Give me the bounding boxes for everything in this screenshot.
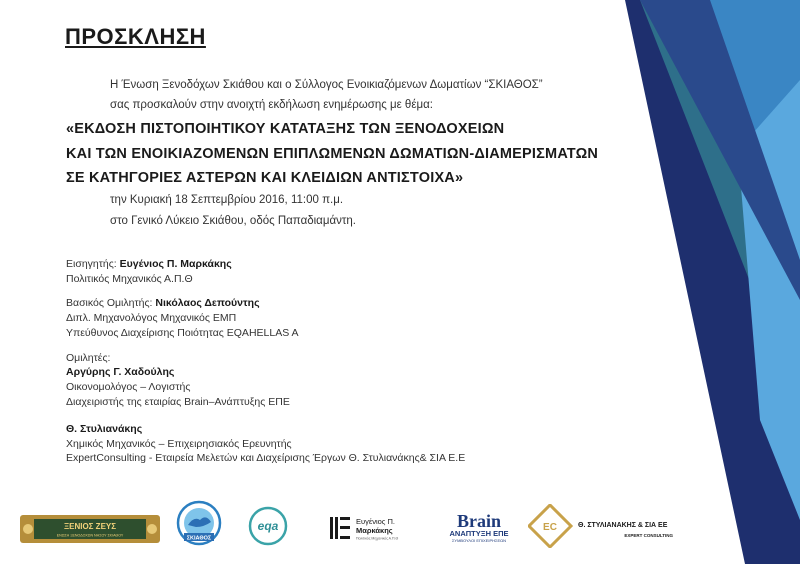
- markakis-mark-bar-4: [340, 526, 350, 529]
- skiathos-association-logo: [176, 500, 222, 548]
- speaker-2-role-1: Χημικός Μηχανικός – Επιχειρησιακός Ερευνητής: [66, 438, 292, 450]
- topic-line-3: ΣΕ ΚΑΤΗΓΟΡΙΕΣ ΑΣΤΕΡΩΝ ΚΑΙ ΚΛΕΙΔΙΩΝ ΑΝΤΙΣΤΟΙΧΑ»: [66, 170, 464, 186]
- markakis-mark-bar-3: [340, 517, 350, 520]
- rapporteur-role: Πολιτικός Μηχανικός Α.Π.Θ: [66, 273, 193, 285]
- main-speaker-line: [66, 297, 260, 309]
- brain-line-1: Brain: [456, 511, 502, 531]
- expert-consulting-logo: [528, 504, 688, 548]
- xenios-emblem-left: [23, 524, 33, 534]
- intro-line-1: Η Ένωση Ξενοδόχων Σκιάθου και ο Σύλλογος Ενοικιαζόμενων Δωματίων “ΣΚΙΑΘΟΣ”: [110, 79, 543, 91]
- eqa-logo-text: eqa: [257, 519, 279, 533]
- topic-line-2: ΚΑΙ ΤΩΝ ΕΝΟΙΚΙΑΖΟΜΕΝΩΝ ΕΠΙΠΛΩΜΕΝΩΝ ΔΩΜΑΤΙΩΝ-ΔΙΑΜΕΡΙΣΜΑΤΩΝ: [66, 146, 599, 162]
- speaker-1-name-line: [66, 366, 174, 378]
- markakis-line-1: Ευγένιος Π.: [356, 517, 395, 526]
- markakis-mark-bar-5: [340, 536, 350, 539]
- rapporteur-line: [66, 258, 232, 270]
- topic-line-1: «ΕΚΔΟΣΗ ΠΙΣΤΟΠΟΙΗΤΙΚΟΥ ΚΑΤΑΤΑΞΗΣ ΤΩΝ ΞΕΝΟΔΟΧΕΙΩΝ: [66, 121, 505, 137]
- page-title: ΠΡΟΣΚΛΗΣΗ: [65, 24, 206, 49]
- rapporteur-name: Ευγένιος Π. Μαρκάκης: [119, 258, 232, 270]
- xenios-emblem-right: [147, 524, 157, 534]
- brain-line-3: ΣΥΜΒΟΥΛΟΙ ΕΠΙΧΕΙΡΗΣΕΩΝ: [451, 538, 507, 543]
- speaker-2-name: Θ. Στυλιανάκης: [66, 423, 143, 435]
- xenios-logo-subtitle: ΕΝΩΣΗ ΞΕΝΟΔΟΧΩΝ ΝΗΣΟΥ ΣΚΙΑΘΟΥ: [56, 533, 124, 538]
- speaker-2-name-line: [66, 423, 142, 435]
- eqa-logo: [248, 506, 288, 546]
- speakers-label: Ομιλητές:: [66, 352, 111, 364]
- brain-logo: [446, 510, 512, 546]
- date-line: την Κυριακή 18 Σεπτεμβρίου 2016, 11:00 π.μ.: [110, 194, 344, 206]
- main-speaker-role-1: Διπλ. Μηχανολόγος Μηχανικός ΕΜΠ: [66, 312, 237, 324]
- expert-line-2: EXPERT CONSULTING: [624, 533, 673, 538]
- main-speaker-label: Βασικός Ομιλητής:: [66, 297, 156, 309]
- place-line: στο Γενικό Λύκειο Σκιάθου, οδός Παπαδιαμάντη.: [110, 215, 356, 227]
- main-speaker-role-2: Υπεύθυνος Διαχείρισης Ποιότητας EQAHELLAS A: [66, 327, 299, 339]
- xenios-logo-title: ΞΕΝΙΟΣ ΖΕΥΣ: [63, 522, 117, 531]
- skiathos-logo-text: ΣΚΙΑΘΟΣ: [186, 535, 212, 542]
- speaker-1-role-2: Διαχειριστής της εταιρίας Brain–Ανάπτυξης ΕΠΕ: [66, 396, 290, 408]
- brain-line-2: ΑΝΑΠΤΥΞΗ ΕΠΕ: [449, 529, 509, 538]
- main-speaker-name: Νικόλαος Δεπούντης: [155, 297, 260, 309]
- speaker-1-role-1: Οικονομολόγος – Λογιστής: [66, 381, 191, 393]
- xenios-zeus-logo: [20, 513, 160, 545]
- markakis-line-3: Πολιτικός Μηχανικός Α.Π.Θ: [356, 536, 399, 541]
- markakis-mark-bar-2: [335, 517, 338, 539]
- intro-line-2: σας προσκαλούν στην ανοιχτή εκδήλωση ενημέρωσης με θέμα:: [110, 99, 433, 111]
- speaker-1-name: Αργύρης Γ. Χαδούλης: [66, 366, 175, 378]
- speaker-2-role-2: ExpertConsulting - Εταιρεία Μελετών και Διαχείρισης Έργων Θ. Στυλιανάκης& ΣΙΑ Ε.Ε: [66, 452, 466, 464]
- rapporteur-label: Εισηγητής:: [66, 258, 120, 270]
- expert-letters: EC: [543, 522, 557, 533]
- markakis-logo: [330, 514, 426, 542]
- markakis-mark-bar-1: [330, 517, 333, 539]
- markakis-line-2: Μαρκάκης: [356, 526, 393, 535]
- expert-line-1: Θ. ΣΤΥΛΙΑΝΑΚΗΣ & ΣΙΑ ΕΕ: [578, 522, 668, 529]
